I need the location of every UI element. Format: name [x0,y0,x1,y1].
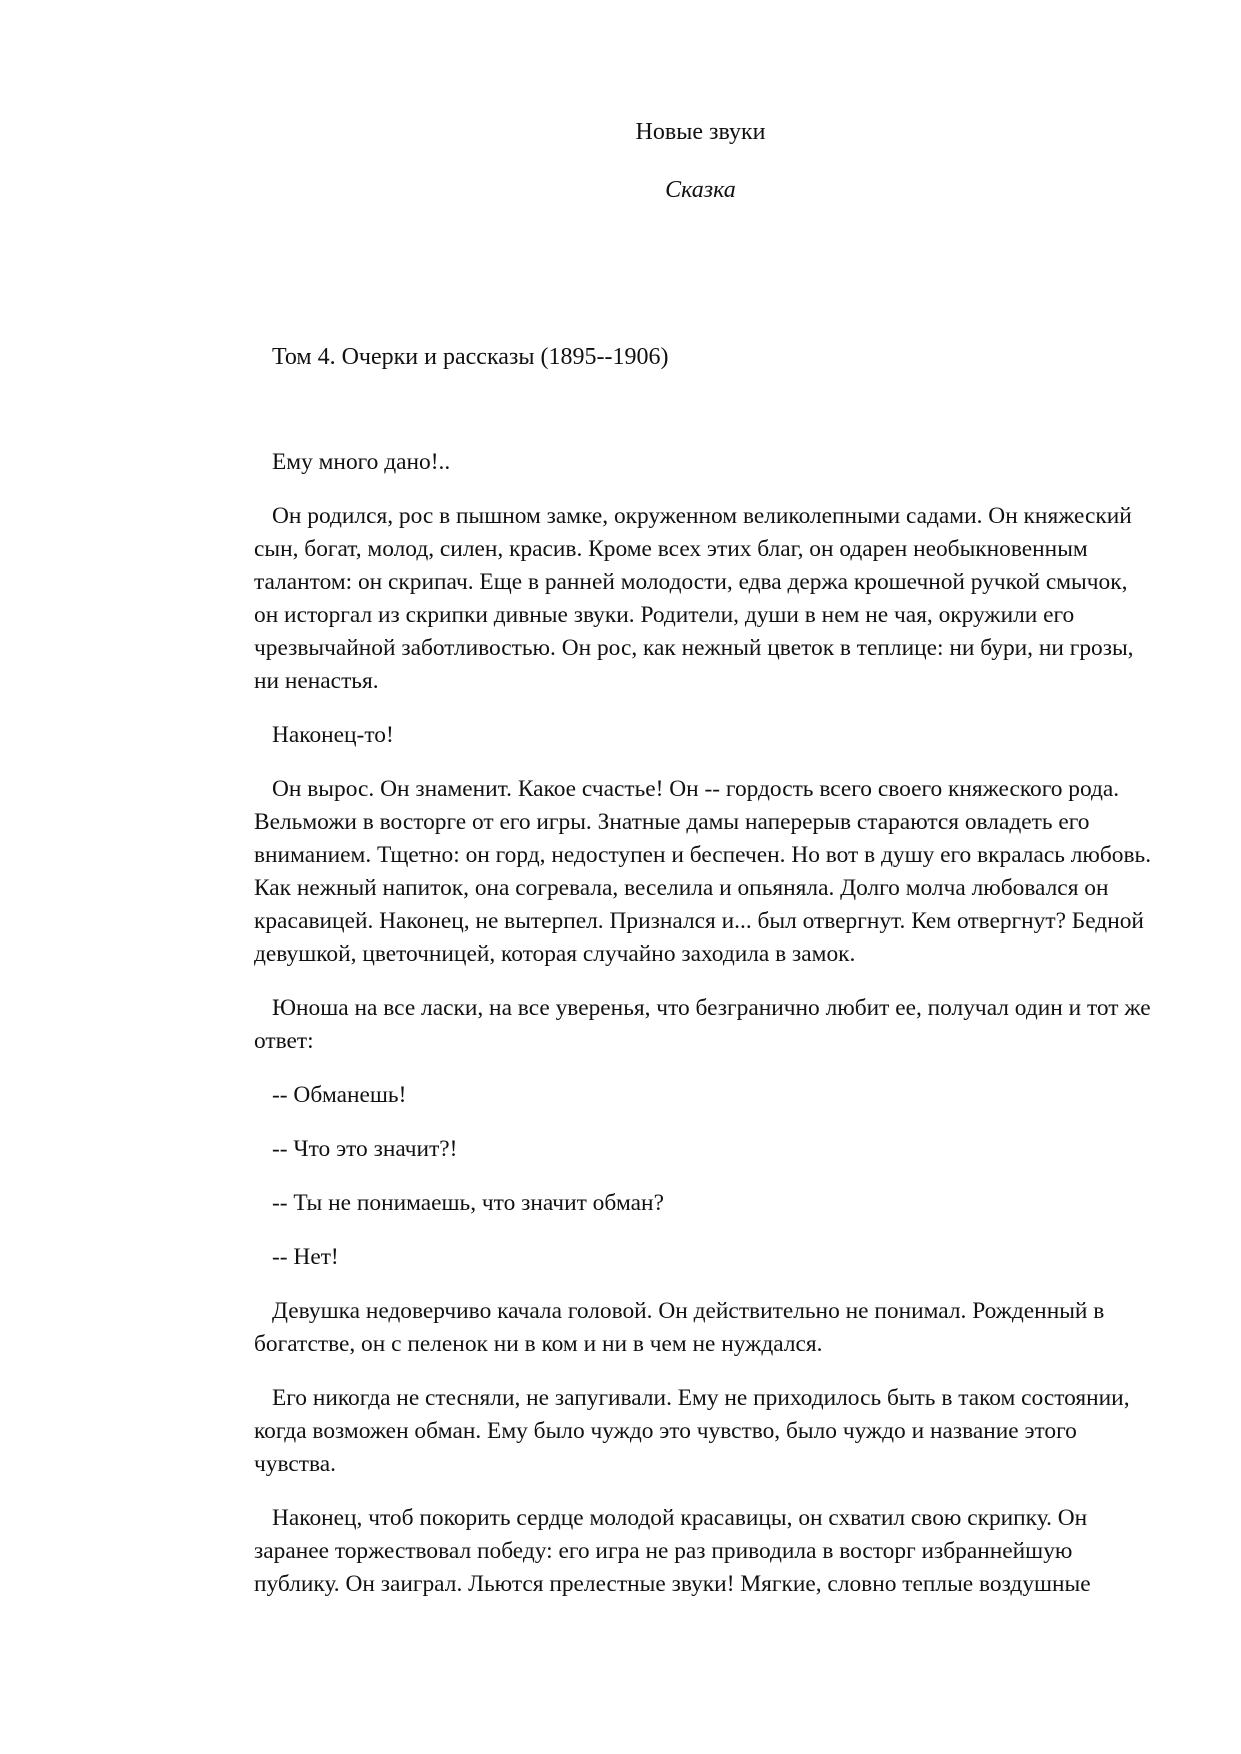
dialogue-line: -- Что это значит?! [272,1136,458,1162]
paragraph: Девушка недоверчиво качала головой. Он действительно не понимал. Рожденный в богатстве, он с пеленок ни в ком и ни в чем не нуждался. [254,1298,1105,1357]
dialogue-line: -- Обманешь! [272,1082,407,1108]
paragraph: Он вырос. Он знаменит. Какое счастье! Он -- гордость всего своего княжеского рода. Вельможи в восторге от его игры. Знатные дамы наперерыв стараются овладеть его вниманием. Тщетно: он горд, недоступен и беспечен. Но вот в душу его вкралась любовь. Как нежный напиток, она согревала, веселила и опьяняла. Долго молча любовался он красавицей. Наконец, не вытерпел. Признался и... был отвергнут. Кем отвергнут? Бедной девушкой, цветочницей, которая случайно заходила в замок. [254,776,1152,967]
document-title: Новые звуки [635,119,766,145]
dialogue-line: -- Ты не понимаешь, что значит обман? [272,1190,664,1216]
story-body [254,446,1154,1622]
volume-line: Том 4. Очерки и рассказы (1895--1906) [272,344,669,370]
paragraph: Наконец-то! [272,722,394,748]
paragraph: Его никогда не стесняли, не запугивали. Ему не приходилось быть в таком состоянии, когда возможен обман. Ему было чуждо это чувство, было чуждо и название этого чувства. [254,1385,1130,1477]
paragraph: Он родился, рос в пышном замке, окруженном великолепными садами. Он княжеский сын, богат, молод, силен, красив. Кроме всех этих благ, он одарен необыкновенным талантом: он скрипач. Еще в ранней молодости, едва держа крошечной ручкой смычок, он исторгал из скрипки дивные звуки. Родители, души в нем не чая, окружили его чрезвычайной заботливостью. Он рос, как нежный цветок в теплице: ни бури, ни грозы, ни ненастья. [254,503,1134,694]
dialogue-line: -- Нет! [272,1244,339,1270]
document-subtitle: Сказка [665,177,736,203]
paragraph: Наконец, чтоб покорить сердце молодой красавицы, он схватил свою скрипку. Он заранее торжествовал победу: его игра не раз приводила в восторг избраннейшую публику. Он заиграл. Льются прелестные звуки! Мягкие, словно теплые воздушные [254,1505,1091,1597]
paragraph: Юноша на все ласки, на все уверенья, что безгранично любит ее, получал один и тот же ответ: [254,995,1151,1054]
paragraph: Ему много дано!.. [272,449,451,475]
